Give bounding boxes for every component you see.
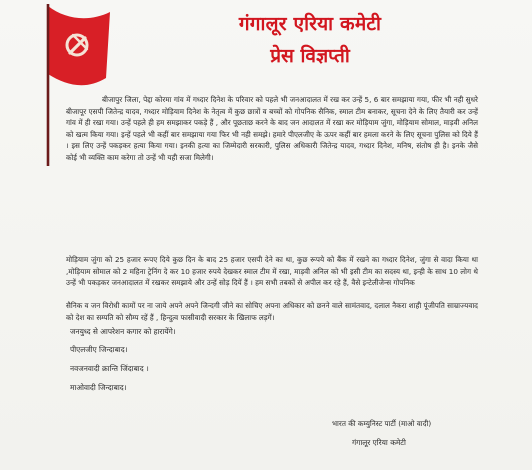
party-name: भारत की कम्युनिस्ट पार्टी (माओ वादी) xyxy=(332,419,432,428)
org-title: गंगालूर एरिया कमेटी xyxy=(238,13,382,35)
body-paragraph-3: सैनिक व जन विरोधी कामों पर ना जाये अपने अपने जिन्दगी जीने का सोचिए अपना अधिकार को छनने वाले सामंतवाद, दलाल नैकरा शाही पूंजीपति साम्राज्यवाद को देश का सम्पति को सौम्प रहें हैं , हिन्दुत्व फासीवादी सरकार के खिलाफ लड़गें। xyxy=(66,301,478,322)
slogan-3: नवजनवादी क्रान्ति जिंदाबाद । xyxy=(70,364,149,373)
slogan-2: पीएलजीए जिन्दाबाद। xyxy=(70,345,128,354)
body-paragraph-1: बीजापुर जिला, पेद्दा कोरमा गांव में गध्दार दिनेश के परिवार को पहले भी जनआदालत में रख कर उन्हें 5, 6 बार समझाया गया, फीर भी नही सुधरे बीजापूर एसपी जितेन्द्र यादव, गध्दार मोड़ियाम दिनेश के नेतृत्व में कुछ छात्रों व बच्चों को गोपनिक सैनिक, स्माल टीम बनाकर, सूचना देने के लिए तैयारी कर उन्हें गांव में ही रखा गया। उन्हें पहले ही हम समझाकर पकड़े हैं , और पूछताछ करने के बाद जन आदालत में रखा कर मोड़ियाम जुंगा, मोड़ियाम सोमाल, माड़वी अनिल को खत्म किया गया। इन्हें पहले भी कहीं बार समझाया गया फिर भी नही समझे। हमारे पीएलजीए के ऊपर कहीं बार हमला करने के लिए सूचना पुलिस को दिये हैं । इस लिए उन्हें पकड़कर हत्या किया गया। इनकी हत्या का जिम्मेदारी सरकारी, पुलिस अधिकारी जितेन्द्र यादव, गध्दार दिनेश, मनिष, संतोष ही है। इनके जैसे कोई भी व्यक्ति काम करेगा तो उन्हें भी यही सजा मिलेगी। xyxy=(66,95,478,162)
press-release-title: प्रेस विज्ञप्ती xyxy=(270,45,350,67)
slogan-1: जनयुध्द से आपरेशन कगार को हारायेंगे। xyxy=(70,327,176,336)
committee-name: गंगालूर एरिया कमेटी xyxy=(352,438,406,447)
body-paragraph-2: मोड़ियाम जुंगा को 25 हजार रूपए दिये कुछ दिन के बाद 25 हजार एसपी देने का था, कुछ रूपये को बैंक में रखने का गध्दार दिनेश, जुंगा से वादा किया था ,मोड़ियाम सोमाल को 2 महिना ट्रेनिंग दे कर 10 हजार रुपये देखकर स्माल टीम में रखा, माड़वी अनिल को भी इसी टीम का सदस्य था, इन्ही के साथ 10 लोग थे उन्हें भी पकड़कर जनआदालत में रखकर समझाये और उन्हें सोड़ दियें हैं । हम सभी तबकों से अपील कर रहे हैं, वैसे इन्टेलीजेन्स गोपनिक xyxy=(66,255,478,288)
slogan-4: माओवादी जिन्दाबाद। xyxy=(70,383,127,392)
